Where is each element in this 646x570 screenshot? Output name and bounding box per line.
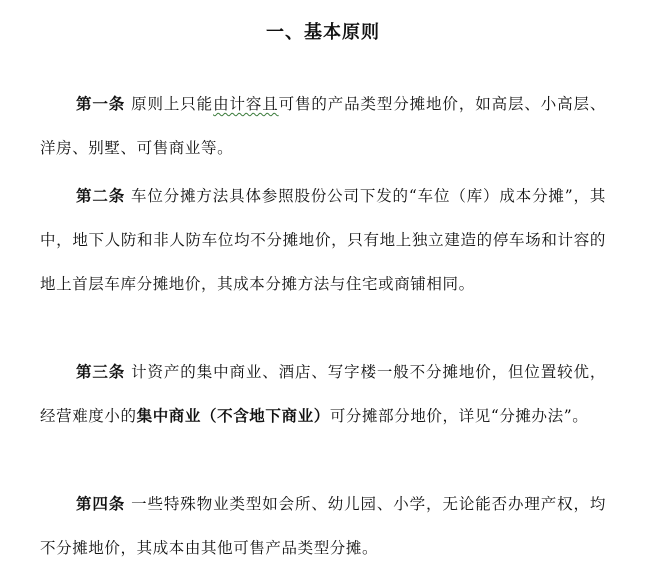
article-4-heading: 第四条 — [76, 495, 126, 513]
article-3-text-before: 计资产的集中商业、酒店、写字楼一般不分摊地价，但位置较优，经营难度小的 — [40, 363, 606, 425]
article-3-heading: 第三条 — [76, 363, 126, 381]
article-4 — [40, 482, 606, 570]
article-1 — [40, 82, 606, 170]
article-1-text-after: 可售的产品类型分摊地价，如高层、小高层、洋房、别墅、可售商业等。 — [40, 95, 606, 157]
article-3 — [40, 350, 606, 438]
article-4-text: 一些特殊物业类型如会所、幼儿园、小学，无论能否办理产权，均不分摊地价，其成本由其他可售产品类型分摊。 — [40, 495, 606, 557]
article-1-heading: 第一条 — [76, 95, 126, 113]
article-2 — [40, 174, 606, 306]
article-1-text-before: 原则上只能 — [131, 95, 214, 113]
article-3-bold-text: 集中商业（不含地下商业） — [136, 407, 330, 425]
article-2-text: 车位分摊方法具体参照股份公司下发的“车位（库）成本分摊”，其中，地下人防和非人防车位均不分摊地价，只有地上独立建造的停车场和计容的地上首层车库分摊地价，其成本分摊方法与住宅或商铺相同。 — [40, 187, 606, 293]
article-3-text-after: 可分摊部分地价，详见“分摊办法”。 — [329, 407, 589, 425]
article-1-marked-text: 由计容且 — [213, 95, 279, 113]
article-2-heading: 第二条 — [76, 187, 126, 205]
section-title: 一、基本原则 — [266, 22, 380, 43]
